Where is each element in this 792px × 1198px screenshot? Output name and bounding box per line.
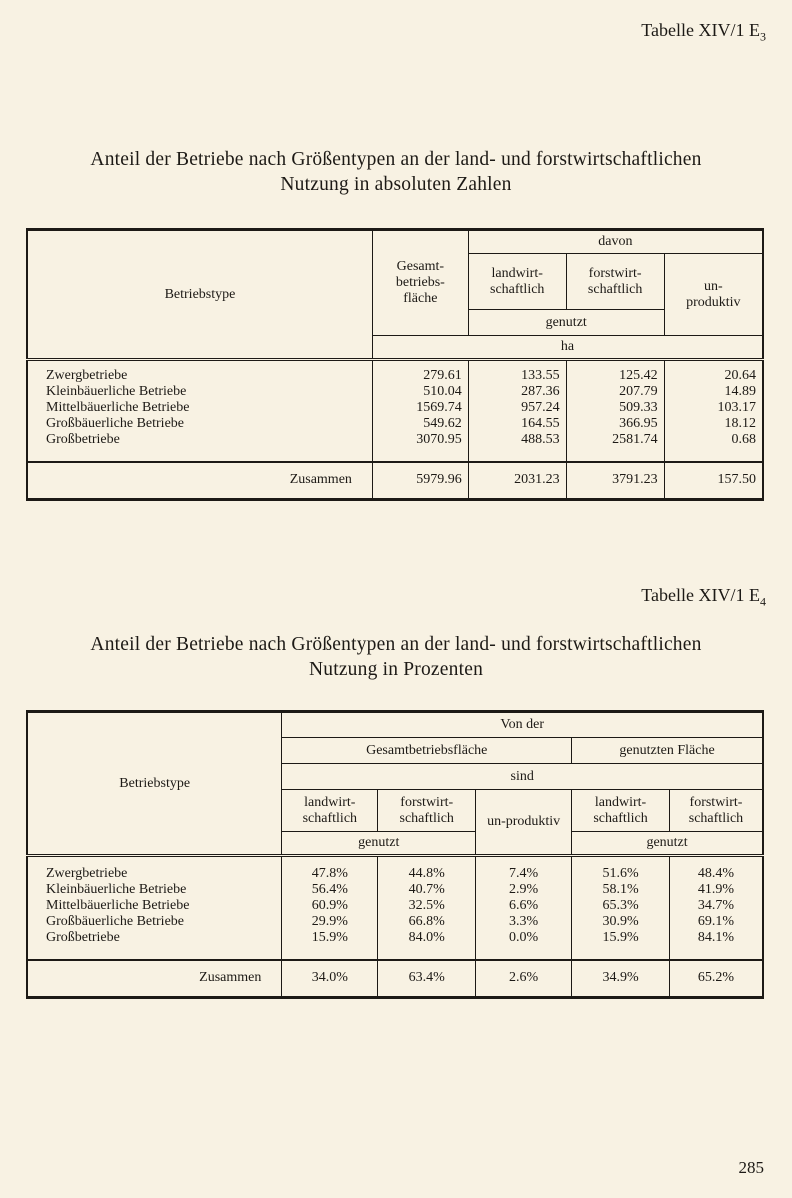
table2: [26, 710, 764, 999]
t1-cell: 164.55: [468, 416, 566, 432]
t1-header-davon: davon: [468, 230, 763, 254]
t2-cell: 84.1%: [669, 930, 763, 946]
table1-reference: [641, 20, 766, 45]
t2-header-unproduktiv: [476, 790, 572, 856]
table-row: [27, 914, 763, 930]
t2-header-landwirt: [282, 790, 378, 832]
t1-total-cell: 157.50: [664, 462, 763, 500]
t1-cell: 366.95: [566, 416, 664, 432]
t2-cell: 66.8%: [378, 914, 476, 930]
t1-header-unproduktiv: [664, 254, 763, 336]
table1: [26, 228, 764, 501]
t2-row-name: Großbetriebe: [27, 930, 282, 946]
t2-total-cell: 34.0%: [282, 960, 378, 998]
t2-row-name: Großbäuerliche Betriebe: [27, 914, 282, 930]
t1-cell: 509.33: [566, 400, 664, 416]
t1-header-landwirt-text: landwirt-schaftlich: [490, 265, 545, 297]
t1-cell: 287.36: [468, 384, 566, 400]
table2-reference: [641, 585, 766, 610]
t2-header-genutzt-2: genutzt: [572, 832, 763, 856]
t1-cell: 2581.74: [566, 432, 664, 448]
table1-ref-text: Tabelle XIV/1 E: [641, 20, 760, 40]
t1-total-cell: 5979.96: [372, 462, 468, 500]
t2-cell: 3.3%: [476, 914, 572, 930]
t2-header-forstwirt: [378, 790, 476, 832]
t1-header-gesamt: [372, 230, 468, 336]
t2-cell: 40.7%: [378, 882, 476, 898]
t1-total-label: Zusammen: [27, 462, 372, 500]
t1-total-cell: 3791.23: [566, 462, 664, 500]
t1-row-name: Großbetriebe: [27, 432, 372, 448]
t2-header-unproduktiv-text: un-produktiv: [487, 814, 561, 829]
t2-cell: 41.9%: [669, 882, 763, 898]
t2-header-landwirt-text: landwirt-schaftlich: [302, 794, 358, 826]
t2-cell: 32.5%: [378, 898, 476, 914]
t2-cell: 30.9%: [572, 914, 670, 930]
t2-header-genutzt: genutzt: [282, 832, 476, 856]
t2-header-landwirt-2: [572, 790, 670, 832]
t2-total-cell: 63.4%: [378, 960, 476, 998]
t2-cell: 15.9%: [572, 930, 670, 946]
t2-cell: 65.3%: [572, 898, 670, 914]
t2-cell: 2.9%: [476, 882, 572, 898]
t2-cell: 15.9%: [282, 930, 378, 946]
table2-ref-text: Tabelle XIV/1 E: [641, 585, 760, 605]
table2-caption: [26, 632, 766, 682]
t1-cell: 125.42: [566, 368, 664, 384]
table-row: [27, 384, 763, 400]
t2-cell: 51.6%: [572, 866, 670, 882]
t2-header-genutzte-flaeche: genutzten Fläche: [572, 738, 763, 764]
t1-cell: 549.62: [372, 416, 468, 432]
t1-cell: 3070.95: [372, 432, 468, 448]
t1-header-forstwirt: [566, 254, 664, 310]
t2-cell: 7.4%: [476, 866, 572, 882]
t1-cell: 279.61: [372, 368, 468, 384]
t2-header-betriebstype: Betriebstype: [27, 712, 282, 856]
t2-total-cell: 2.6%: [476, 960, 572, 998]
t2-row-name: Kleinbäuerliche Betriebe: [27, 882, 282, 898]
t1-cell: 18.12: [664, 416, 763, 432]
t1-row-name: Kleinbäuerliche Betriebe: [27, 384, 372, 400]
t1-header-unproduktiv-text: un-produktiv: [686, 278, 741, 310]
table-row: [27, 432, 763, 448]
t2-total-cell: 65.2%: [669, 960, 763, 998]
t2-header-gesamtflaeche: Gesamtbetriebsfläche: [282, 738, 572, 764]
table1-ref-sub: 3: [760, 29, 766, 44]
t1-cell: 103.17: [664, 400, 763, 416]
table1-caption: [26, 147, 766, 197]
table2-caption-line2: Nutzung in Prozenten: [308, 659, 484, 680]
t2-cell: 29.9%: [282, 914, 378, 930]
t1-cell: 488.53: [468, 432, 566, 448]
table-row: [27, 368, 763, 384]
t2-cell: 0.0%: [476, 930, 572, 946]
t1-header-landwirt: [468, 254, 566, 310]
t2-cell: 34.7%: [669, 898, 763, 914]
table1-caption-line1: Anteil der Betriebe nach Größentypen an der land- und forstwirtschaftlichen: [90, 149, 702, 170]
t1-cell: 957.24: [468, 400, 566, 416]
table2-ref-sub: 4: [760, 594, 766, 609]
t2-cell: 48.4%: [669, 866, 763, 882]
t2-header-sind: sind: [282, 764, 763, 790]
t1-cell: 510.04: [372, 384, 468, 400]
t2-header-landwirt-2-text: landwirt-schaftlich: [593, 794, 648, 826]
t1-header-forstwirt-text: forstwirt-schaftlich: [587, 265, 643, 297]
t2-row-name: Zwergbetriebe: [27, 866, 282, 882]
t1-header-gesamt-text: Gesamt-betriebs-fläche: [395, 259, 445, 306]
table-row: [27, 882, 763, 898]
t2-header-forstwirt-2-text: forstwirt-schaftlich: [688, 794, 744, 826]
t2-cell: 6.6%: [476, 898, 572, 914]
t1-cell: 207.79: [566, 384, 664, 400]
t2-total-cell: 34.9%: [572, 960, 670, 998]
t2-cell: 69.1%: [669, 914, 763, 930]
t2-header-forstwirt-2: [669, 790, 763, 832]
table-row: [27, 400, 763, 416]
table-row: [27, 898, 763, 914]
t1-header-betriebstype: Betriebstype: [27, 230, 372, 360]
t1-total-cell: 2031.23: [468, 462, 566, 500]
t1-cell: 133.55: [468, 368, 566, 384]
t2-cell: 60.9%: [282, 898, 378, 914]
page-number: 285: [738, 1158, 764, 1177]
t1-cell: 20.64: [664, 368, 763, 384]
t2-cell: 47.8%: [282, 866, 378, 882]
t1-row-name: Zwergbetriebe: [27, 368, 372, 384]
table-row: [27, 866, 763, 882]
table-total-row: [27, 960, 763, 998]
t2-total-label: Zusammen: [27, 960, 282, 998]
table-total-row: [27, 462, 763, 500]
t1-header-unit: ha: [372, 336, 763, 360]
table-row: [27, 416, 763, 432]
table1-caption-line2: Nutzung in absoluten Zahlen: [280, 174, 512, 195]
table-row: [27, 930, 763, 946]
t1-row-name: Mittelbäuerliche Betriebe: [27, 400, 372, 416]
t1-cell: 0.68: [664, 432, 763, 448]
t1-row-name: Großbäuerliche Betriebe: [27, 416, 372, 432]
t2-header-forstwirt-text: forstwirt-schaftlich: [399, 794, 454, 826]
table2-caption-line1: Anteil der Betriebe nach Größentypen an der land- und forstwirtschaftlichen: [90, 634, 702, 655]
t2-cell: 84.0%: [378, 930, 476, 946]
t1-cell: 14.89: [664, 384, 763, 400]
t2-header-von-der: Von der: [282, 712, 763, 738]
t2-row-name: Mittelbäuerliche Betriebe: [27, 898, 282, 914]
t1-header-genutzt: genutzt: [468, 310, 664, 336]
t2-cell: 44.8%: [378, 866, 476, 882]
t2-cell: 56.4%: [282, 882, 378, 898]
t1-cell: 1569.74: [372, 400, 468, 416]
t2-cell: 58.1%: [572, 882, 670, 898]
